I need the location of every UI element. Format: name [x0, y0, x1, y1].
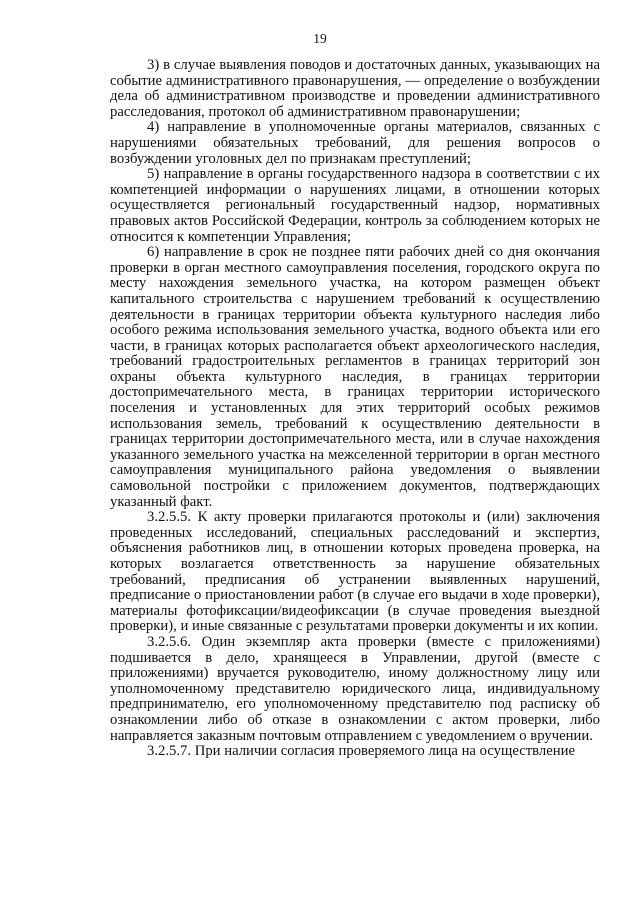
- paragraph-3-2-5-5: 3.2.5.5. К акту проверки прилагаются протоколы и (или) заключения проведенных исследований, специальных расследований и экспертиз, объяснения работников лиц, в отношении которых проведена проверка, на которых возлагается ответственность за нарушение обязательных требований, предписания об устранении выявленных нарушений, предписание о приостановлении работ (в случае его выдачи в ходе проверки), материалы фотофиксации/видеофиксации (в случае проведения выездной проверки), и иные связанные с результатами проверки документы и их копии.: [110, 509, 600, 635]
- paragraph-3-2-5-6: 3.2.5.6. Один экземпляр акта проверки (вместе с приложениями) подшивается в дело, хранящееся в Управлении, другой (вместе с приложениями) вручается руководителю, иному должностному лицу или уполномоченному представителю юридического лица, индивидуальному предпринимателю, его уполномоченному представителю под расписку об ознакомлении либо об отказе в ознакомлении с актом проверки, либо направляется заказным почтовым отправлением с уведомлением о вручении.: [110, 633, 600, 744]
- paragraph-item-6: 6) направление в срок не позднее пяти рабочих дней со дня окончания проверки в орган местного самоуправления поселения, городского округа по месту нахождения земельного участка, на котором размещен объект капитального строительства с нарушением требований к осуществлению деятельности в границах территории объекта культурного наследия либо особого режима использования земельного участка, водного объекта или его части, в границах которых располагается объект археологического наследия, требований градостроительных регламентов в границах территорий зон охраны объекта культурного наследия, в границах территории достопримечательного места, в границах территории исторического поселения и установленных для этих территорий особых режимов использования земель, требований к осуществлению деятельности в границах территории достопримечательного места, или в случае нахождения указанного земельного участка на межселенной территории в орган местного самоуправления муниципального района уведомления о выявлении самовольной постройки с приложением документов, подтверждающих указанный факт.: [110, 244, 600, 510]
- paragraph-item-3: 3) в случае выявления поводов и достаточных данных, указывающих на событие административного правонарушения, — определение о возбуждении дела об административном производстве и проведении административного расследования, протокол об административном правонарушении;: [110, 57, 600, 120]
- document-body: [110, 58, 600, 760]
- page-number: 19: [313, 31, 327, 46]
- paragraph-item-5: 5) направление в органы государственного надзора в соответствии с их компетенцией информации о нарушениях лицами, в отношении которых осуществляется региональный государственный надзор, нормативных правовых актов Российской Федерации, контроль за соблюдением которых не относится к компетенции Управления;: [110, 166, 600, 245]
- paragraph-3-2-5-7: 3.2.5.7. При наличии согласия проверяемого лица на осуществление: [147, 743, 575, 760]
- paragraph-item-4: 4) направление в уполномоченные органы материалов, связанных с нарушениями обязательных требований, для решения вопросов о возбуждении уголовных дел по признакам преступлений;: [110, 119, 600, 167]
